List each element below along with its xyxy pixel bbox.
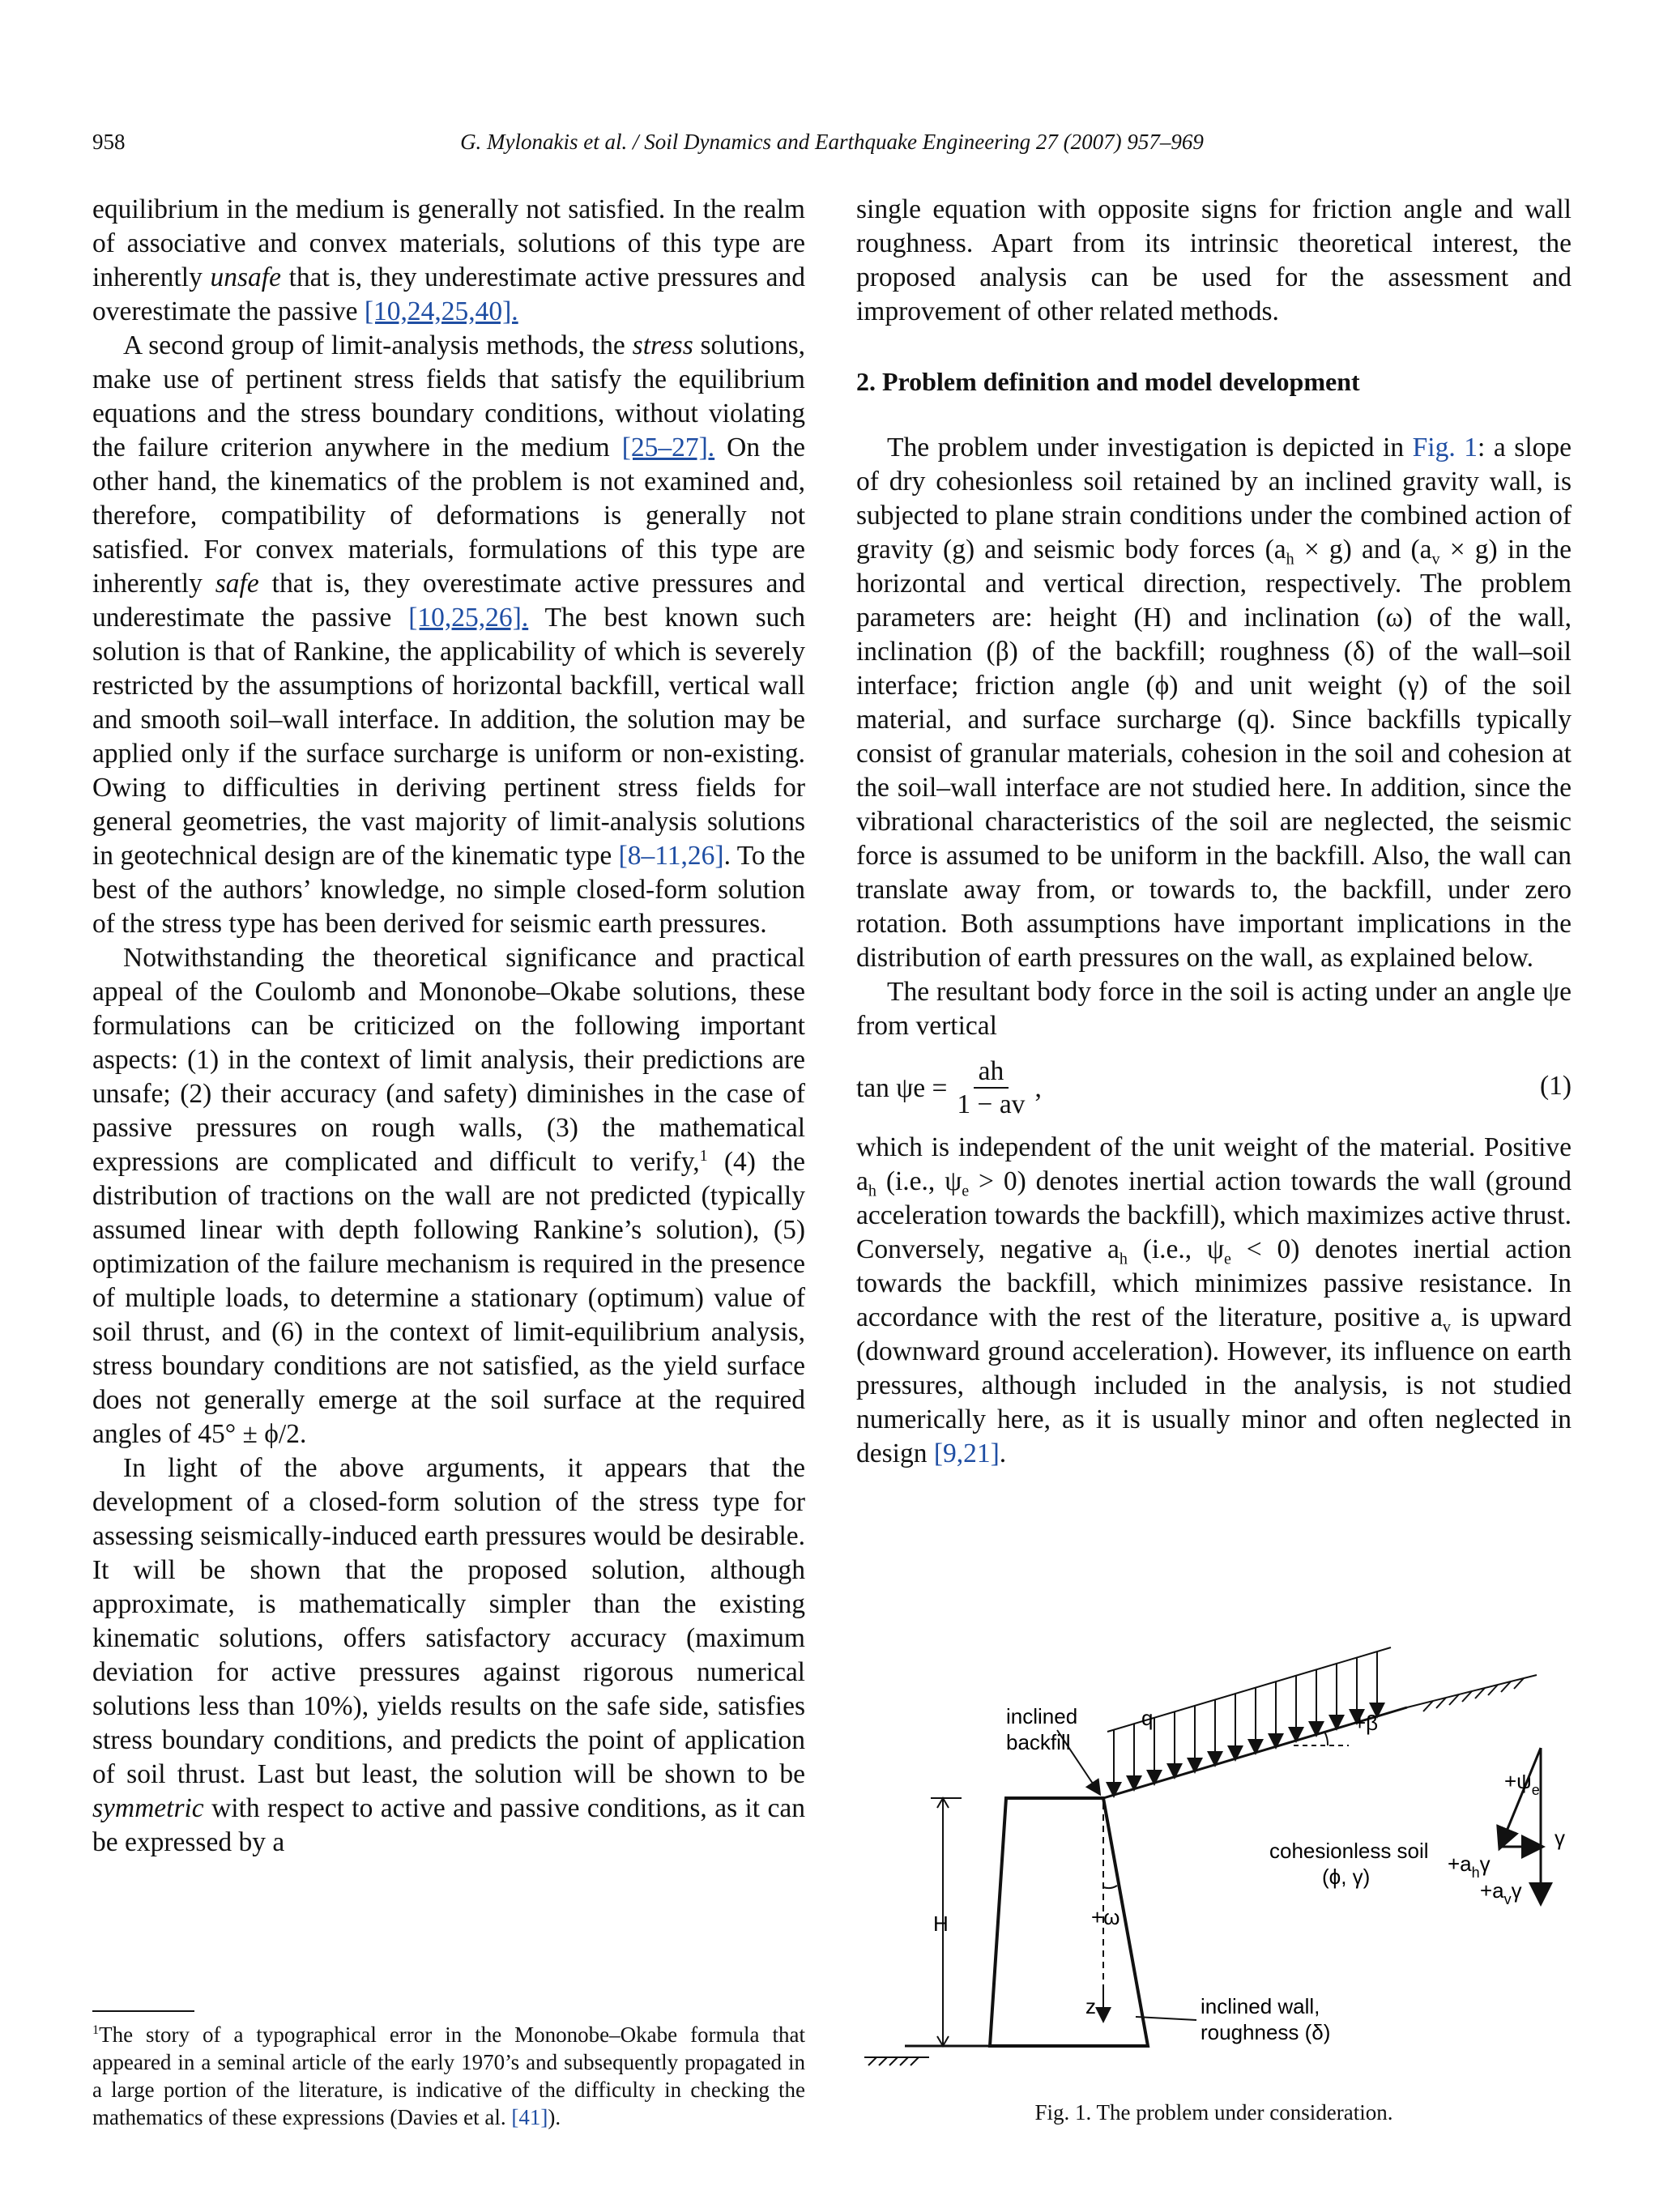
paragraph: The resultant body force in the soil is acting under an angle ψe from vertical (856, 977, 1572, 1041)
footnote-rule (92, 2010, 194, 2012)
figure-link[interactable]: Fig. 1 (1412, 433, 1478, 462)
label-q: q (1141, 1706, 1154, 1730)
paragraph (92, 1451, 805, 1860)
paragraph (92, 193, 805, 329)
subscript: h (1286, 550, 1294, 569)
text: ). (548, 2105, 561, 2129)
text: On the other hand, the kinematics of the problem is not examined and, therefore, compatibility of deformations is generally not satisfied. For convex materials, formulations of this type are inherently (92, 433, 806, 599)
subscript: v (1431, 550, 1440, 569)
section-heading: 2. Problem definition and model development (856, 367, 1360, 396)
left-column (92, 193, 805, 1860)
text: that is, they underestimate active pressures and overestimate the passive (92, 262, 805, 326)
label-inclined-backfill: inclined (1006, 1704, 1078, 1728)
text: . (999, 1438, 1007, 1468)
subscript: e (962, 1182, 970, 1200)
text: that is, they overestimate active pressures and underestimate the passive (92, 569, 805, 633)
label-ah-gamma: $+a_h\gamma$ (1448, 1852, 1491, 1881)
page-header (92, 130, 1572, 162)
text: The story of a typographical error in the Mononobe–Okabe formula that appeared in a seminal article of the early 1970’s and subsequently propagated in a large portion of the literature, is indicative of the difficulty in checking the mathematics of these expressions (Davies et al. (92, 2022, 805, 2129)
figure-1 (856, 1634, 1572, 2120)
text: × g) in the horizontal and vertical direction, respectively. The problem parameters are: height (H) and inclination (ω) of the wall, inclination (β) of the backfill; roughness (δ) of the wall–soil interface; friction angle (ϕ) and unit weight (γ) of the soil material, and surface surcharge (q). Since backfills typically consist of granular materials, cohesion in the soil and cohesion at the soil–wall interface are not studied here. In addition, since the vibrational characteristics of the soil are neglected, the seismic force is assumed to be uniform in the backfill. Also, the wall can translate away from, or towards to, the backfill, under zero rotation. Both assumptions have important implications in the distribution of earth pressures on the wall, as explained below. (856, 535, 1572, 973)
label-inclined-backfill: backfill (1006, 1730, 1071, 1754)
citation-link[interactable]: [9,21] (933, 1438, 1000, 1468)
equation-number: (1) (1539, 1071, 1572, 1101)
paragraph (856, 1131, 1572, 1471)
citation-link[interactable]: [10,25,26]. (408, 603, 529, 633)
paragraph (856, 431, 1572, 975)
subscript: h (868, 1182, 876, 1200)
subscript: h (1119, 1250, 1128, 1268)
equation-fraction (952, 1056, 1030, 1121)
text: solutions, make use of pertinent stress fields that satisfy the equilibrium equations and the stress boundary conditions, without violating the failure criterion anywhere in the medium (92, 330, 805, 462)
paragraph: single equation with opposite signs for friction angle and wall roughness. Apart from its intrinsic theoretical interest, the proposed analysis can be used for the assessment and improvement of other related methods. (856, 194, 1572, 326)
paragraph (92, 941, 805, 1451)
emphasis: stress (632, 330, 693, 360)
label-omega: +ω (1091, 1905, 1120, 1929)
text: × g) and (a (1294, 535, 1432, 565)
text: : a slope of dry cohesionless soil retained by an inclined gravity wall, is subjected to plane strain conditions under the combined action of gravity (g) and seismic body forces (a (856, 433, 1572, 565)
equation-body (856, 1056, 1042, 1121)
equation-trail: , (1034, 1073, 1042, 1103)
text: < 0) denotes inertial action towards the backfill, which minimizes passive resistance. In accordance with the rest of the literature, positive a (856, 1234, 1572, 1332)
text: The problem under investigation is depicted in (887, 433, 1413, 462)
citation-link[interactable]: [25–27]. (621, 433, 715, 462)
footnote (92, 2021, 805, 2131)
emphasis: symmetric (92, 1793, 204, 1823)
text: (4) the distribution of tractions on the wall are not predicted (typically assumed linear with depth following Rankine’s solution), (5) optimization of the failure mechanism is required in the presence of multiple loads, to determine a stationary (optimum) value of soil thrust, and (6) in the context of limit-equilibrium analysis, stress boundary conditions are not satisfied, as the yield surface does not generally emerge at the soil surface at the required angles of 45° ± ϕ/2. (92, 1147, 805, 1449)
subscript: v (1442, 1318, 1451, 1336)
slope-hatch (1423, 1678, 1524, 1711)
text: > 0) denotes inertial action towards the wall (ground acceleration towards the backfill), which maximizes active thrust. Conversely, negative a (856, 1166, 1572, 1264)
equation-numerator: ah (974, 1056, 1009, 1089)
label-inclined-wall: inclined wall, (1201, 1994, 1320, 2018)
omega-angle-arc (1103, 1886, 1117, 1888)
label-psi-e: $+\psi_e$ (1504, 1769, 1540, 1798)
label-av-gamma: $+a_v\gamma$ (1480, 1878, 1522, 1907)
text: Notwithstanding the theoretical significance and practical appeal of the Coulomb and Mononobe–Okabe solutions, these formulations can be criticized on the following important aspects: (1) in the context of limit analysis, their predictions are unsafe; (2) their accuracy (and safety) diminishes in the case of passive pressures on rough walls, (3) the mathematical expressions are complicated and difficult to verify, (92, 943, 805, 1177)
emphasis: safe (215, 569, 259, 599)
label-z: z (1085, 1994, 1096, 2018)
paragraph (92, 329, 805, 941)
label-cohesionless-soil: cohesionless soil (1269, 1839, 1429, 1863)
equation-lhs: tan ψe = (856, 1073, 948, 1103)
label-beta: +β (1354, 1711, 1379, 1735)
text: with respect to active and passive conditions, as it can be expressed by a (92, 1793, 805, 1857)
equation-denominator: 1 − av (957, 1089, 1026, 1119)
citation-link[interactable]: [41] (511, 2105, 548, 2129)
text: . To the best of the authors’ knowledge, no simple closed-form solution of the stress type has been derived for seismic earth pressures. (92, 841, 806, 939)
wall-diagram (856, 1634, 1572, 2120)
emphasis: unsafe (210, 262, 281, 292)
text: The best known such solution is that of Rankine, the applicability of which is severely restricted by the assumptions of horizontal backfill, vertical wall and smooth soil–wall interface. In addition, the solution may be applied only if the surface surcharge is uniform or non-existing. Owing to difficulties in deriving pertinent stress fields for general geometries, the vast majority of limit-analysis solutions in geotechnical design are of the kinematic type (92, 603, 805, 871)
text: A second group of limit-analysis methods, the (123, 330, 633, 360)
label-gamma: γ (1555, 1826, 1565, 1850)
text: which is independent of the unit weight of the material. Positive a (856, 1132, 1572, 1196)
equation-1 (856, 1048, 1572, 1123)
gravity-wall (990, 1798, 1148, 2046)
label-wall-roughness: roughness (δ) (1201, 2020, 1331, 2044)
footnote-marker[interactable]: 1 (699, 1146, 708, 1165)
footnote-marker: 1 (92, 2022, 100, 2037)
text: is upward (downward ground acceleration). However, its influence on earth pressures, although included in the analysis, is not studied numerically here, as it is usually minor and often neglected in design (856, 1302, 1572, 1468)
label-soil-params: (ϕ, γ) (1322, 1865, 1371, 1889)
right-column (856, 193, 1572, 1471)
wall-leader (1136, 2017, 1196, 2020)
label-height: H (933, 1912, 949, 1936)
running-head: G. Mylonakis et al. / Soil Dynamics and Earthquake Engineering 27 (2007) 957–969 (460, 130, 1204, 154)
beta-angle-arc (1324, 1732, 1328, 1745)
text: (i.e., ψ (876, 1166, 962, 1196)
text: (i.e., ψ (1127, 1234, 1224, 1264)
figure-caption: Fig. 1. The problem under consideration. (1034, 2100, 1393, 2125)
page-number: 958 (92, 130, 126, 154)
ground-hatch (864, 2057, 929, 2065)
citation-link[interactable]: [10,24,25,40]. (364, 296, 518, 326)
citation-link[interactable]: [8–11,26] (618, 841, 724, 871)
subscript: e (1224, 1250, 1231, 1268)
text: equilibrium in the medium is generally not satisfied. In the realm of associative and convex materials, solutions of this type are inherently (92, 194, 805, 292)
text: In light of the above arguments, it appears that the development of a closed-form solution of the stress type for assessing seismically-induced earth pressures would be desirable. It will be shown that the proposed solution, although approximate, is mathematically simpler than the existing kinematic solutions, offers satisfactory accuracy (maximum deviation for active pressures against rigorous numerical solutions less than 10%), yields results on the safe side, satisfies stress boundary conditions, and predicts the point of application of soil thrust. Last but least, the solution will be shown to be (92, 1453, 805, 1789)
